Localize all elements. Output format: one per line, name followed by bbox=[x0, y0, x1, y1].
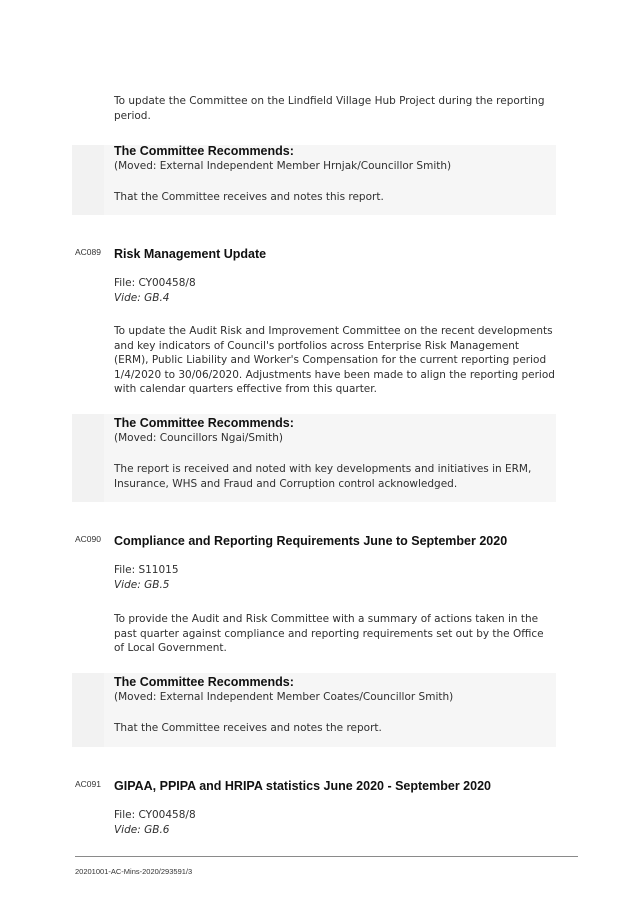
recommendation-heading: The Committee Recommends: bbox=[114, 144, 294, 158]
recommendation-margin bbox=[72, 145, 104, 215]
recommendation-margin bbox=[72, 673, 104, 747]
vide-reference: Vide: GB.4 bbox=[114, 291, 170, 304]
vide-reference: Vide: GB.5 bbox=[114, 578, 170, 591]
resolution-line: The report is received and noted with key developments and initiatives in ERM, bbox=[114, 463, 532, 475]
resolution-line: That the Committee receives and notes this report. bbox=[114, 191, 384, 203]
resolution-text bbox=[114, 721, 552, 736]
paragraph-line: of Local Government. bbox=[114, 642, 227, 655]
file-number: File: CY00458/8 bbox=[114, 277, 196, 289]
resolution-text bbox=[114, 462, 552, 491]
recommendation-box bbox=[72, 414, 556, 502]
item-number: AC090 bbox=[75, 534, 101, 544]
item-number: AC091 bbox=[75, 779, 101, 789]
paragraph-line: past quarter against compliance and reporting requirements set out by the Office bbox=[114, 627, 544, 640]
resolution-line: That the Committee receives and notes the report. bbox=[114, 722, 382, 734]
recommendation-box bbox=[72, 673, 556, 747]
vide-reference: Vide: GB.6 bbox=[114, 823, 170, 836]
item-number: AC089 bbox=[75, 247, 101, 257]
recommendation-margin bbox=[72, 414, 104, 502]
resolution-text bbox=[114, 190, 552, 205]
footer-rule bbox=[75, 856, 578, 857]
file-reference bbox=[114, 276, 554, 305]
paragraph-line: To provide the Audit and Risk Committee with a summary of actions taken in the bbox=[114, 613, 539, 625]
paragraph-line: To update the Committee on the Lindfield Village Hub Project during the reporting bbox=[114, 95, 545, 107]
file-number: File: S11015 bbox=[114, 564, 179, 576]
purpose-paragraph bbox=[114, 324, 554, 397]
paragraph-line: (ERM), Public Liability and Worker's Compensation for the current reporting period bbox=[114, 354, 547, 367]
moved-by: (Moved: Councillors Ngai/Smith) bbox=[114, 432, 284, 444]
paragraph-line: 1/4/2020 to 30/06/2020. Adjustments have been made to align the reporting period bbox=[114, 368, 555, 381]
document-reference: 20201001-AC-Mins-2020/293591/3 bbox=[75, 867, 193, 876]
purpose-paragraph bbox=[114, 612, 554, 656]
moved-by: (Moved: External Independent Member Coates/Councillor Smith) bbox=[114, 691, 454, 703]
recommendation-heading: The Committee Recommends: bbox=[114, 675, 294, 689]
paragraph-line: To update the Audit Risk and Improvement Committee on the recent developments bbox=[114, 325, 553, 337]
intro-paragraph bbox=[114, 94, 554, 123]
item-title: GIPAA, PPIPA and HRIPA statistics June 2020 - September 2020 bbox=[114, 779, 491, 793]
paragraph-line: and key indicators of Council's portfolios across Enterprise Risk Management bbox=[114, 339, 519, 352]
file-reference bbox=[114, 563, 554, 592]
recommendation-heading: The Committee Recommends: bbox=[114, 416, 294, 430]
recommendation-box bbox=[72, 145, 556, 215]
resolution-line: Insurance, WHS and Fraud and Corruption control acknowledged. bbox=[114, 477, 458, 490]
file-number: File: CY00458/8 bbox=[114, 809, 196, 821]
item-title: Risk Management Update bbox=[114, 247, 267, 261]
paragraph-line: period. bbox=[114, 109, 151, 122]
file-reference bbox=[114, 808, 554, 837]
item-title: Compliance and Reporting Requirements June to September 2020 bbox=[114, 534, 508, 548]
moved-by: (Moved: External Independent Member Hrnjak/Councillor Smith) bbox=[114, 160, 452, 172]
paragraph-line: with calendar quarters effective from this quarter. bbox=[114, 383, 377, 396]
